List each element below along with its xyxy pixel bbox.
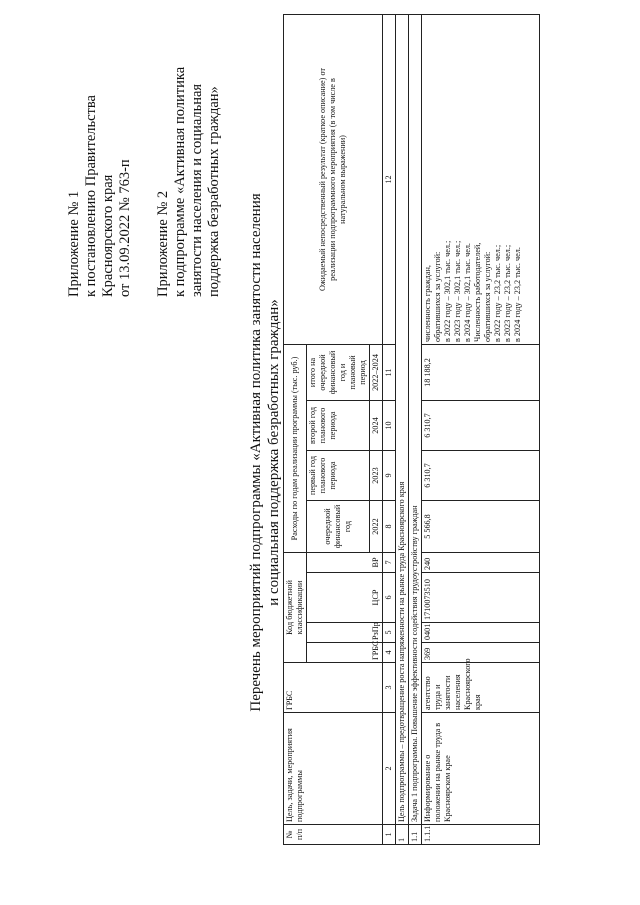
item-grbs: агентство труда и занятости населения Красноярского края [422, 663, 540, 713]
result-line: Численность работодателей, [473, 242, 482, 342]
col-number: 5 [383, 623, 396, 643]
result-line: численность граждан, [423, 265, 432, 342]
header-sub-year-second: второй год планового периода [307, 401, 370, 451]
result-line: обратившихся за услугой: [483, 251, 492, 342]
col-number: 3 [383, 663, 396, 713]
item-num: 1.1.1 [422, 825, 540, 845]
appendix-1-line: к постановлению Правительства [83, 95, 99, 297]
document-heading [247, 0, 283, 905]
header-sub-csr: ЦСР [307, 573, 383, 623]
col-number: 6 [383, 573, 396, 623]
activities-table-wrapper [283, 15, 540, 845]
result-line: обратившихся за услугой: [433, 251, 442, 342]
result-line: в 2022 году – 302,1 тыс. чел.; [443, 240, 452, 342]
result-line: в 2023 году – 302,1 тыс. чел.; [453, 240, 462, 342]
col-number: 1 [383, 825, 396, 845]
appendix-2-line: Приложение № 2 [155, 190, 171, 297]
goal-row-text: Цель подпрограммы – предотвращение роста напряженности на рынке труда Красноярского края [396, 14, 409, 824]
header-year: 2022 [370, 501, 383, 553]
col-number: 11 [383, 344, 396, 400]
result-line: в 2023 году – 23,2 тыс. чел.; [503, 244, 512, 342]
item-rzpr: 0401 [422, 623, 540, 643]
appendix-1-line: от 13.09.2022 № 763-п [117, 159, 133, 297]
result-line: в 2024 году – 302,1 тыс. чел. [463, 243, 472, 342]
item-name: Информирование о положении на рынке труда в Красноярском крае [422, 713, 540, 825]
item-results [422, 14, 540, 344]
item-y2024: 6 310,7 [422, 401, 540, 451]
header-sub-year-current: очередной финансовый год [307, 501, 370, 553]
appendix-2-block [155, 67, 223, 297]
table-row [422, 14, 540, 844]
header-budget-code: Код бюджетной классификации [284, 553, 307, 663]
header-sub-vr: ВР [307, 553, 383, 573]
result-line: в 2024 году – 23,2 тыс. чел. [513, 247, 522, 342]
heading-line-1: Перечень мероприятий подпрограммы «Активная политика занятости населения [248, 193, 264, 712]
col-number: 9 [383, 451, 396, 501]
item-vr: 240 [422, 553, 540, 573]
header-expenses: Расходы по годам реализации программы (тыс. руб.) [284, 344, 307, 552]
header-year: 2024 [370, 401, 383, 451]
header-sub-rzpr: РзПр [307, 623, 383, 643]
task-row-text: Задача 1 подпрограммы. Повышение эффективности содействия трудоустройству граждан [409, 14, 422, 824]
col-number: 10 [383, 401, 396, 451]
item-total: 18 188,2 [422, 344, 540, 400]
header-num: № п/п [284, 825, 383, 845]
appendix-2-line: поддержка безработных граждан» [206, 86, 222, 297]
header-year: 2023 [370, 451, 383, 501]
heading-line-2: и социальная поддержка безработных граждан» [266, 299, 282, 606]
activities-table [283, 14, 540, 845]
appendix-1-line: Приложение № 1 [66, 190, 82, 297]
appendix-2-line: занятости населения и социальная [189, 83, 205, 297]
header-grbs: ГРБС [284, 663, 383, 713]
task-row-num: 1.1 [409, 825, 422, 845]
goal-row-num: 1 [396, 825, 409, 845]
col-number: 4 [383, 643, 396, 663]
item-y2023: 6 310,7 [422, 451, 540, 501]
appendix-1-line: Красноярского края [100, 174, 116, 297]
appendix-2-line: к подпрограмме «Активная политика [172, 66, 188, 297]
item-csr: 1710073510 [422, 573, 540, 623]
header-sub-grbs: ГРБС [307, 643, 383, 663]
header-result: Ожидаемый непосредственный результат (краткое описание) от реализации подпрограммного мероприятия (в том числе в натуральном выражении) [284, 14, 383, 344]
item-y2022: 5 566,8 [422, 501, 540, 553]
header-sub-year-total: итого на очередной финансовый год и плановый период [307, 344, 370, 400]
item-grbs-code: 369 [422, 643, 540, 663]
header-sub-year-first: первый год планового периода [307, 451, 370, 501]
col-number: 8 [383, 501, 396, 553]
header-year: 2022–2024 [370, 344, 383, 400]
col-number: 12 [383, 14, 396, 344]
header-goal: Цель, задачи, мероприятия подпрограммы [284, 713, 383, 825]
result-line: в 2022 году – 23,2 тыс. чел.; [493, 244, 502, 342]
col-number: 7 [383, 553, 396, 573]
col-number: 2 [383, 713, 396, 825]
appendix-1-block [66, 95, 134, 297]
